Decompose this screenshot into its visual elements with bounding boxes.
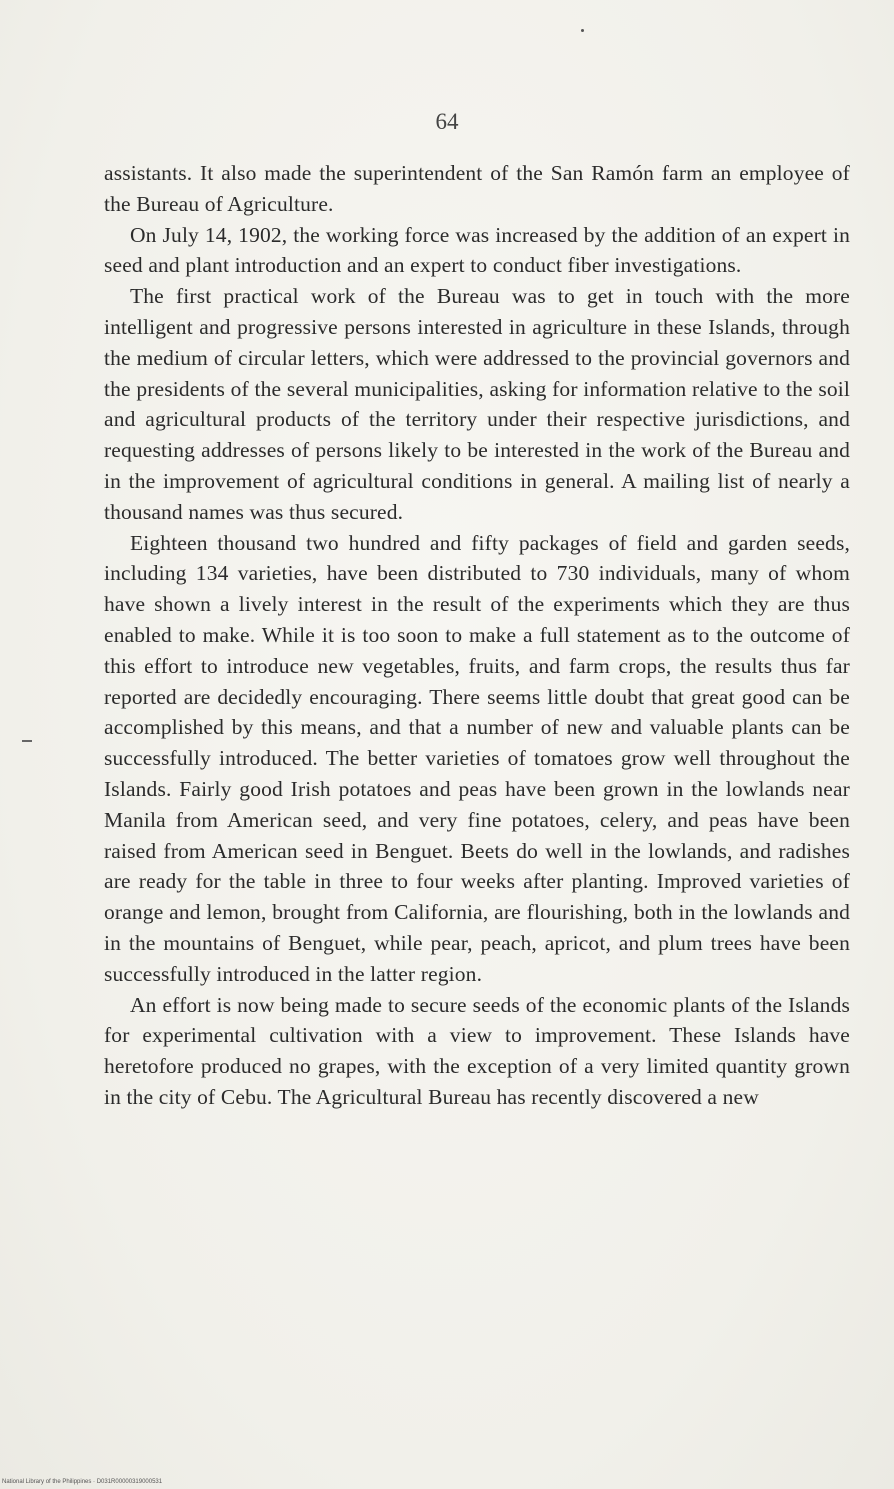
- paragraph-5: An effort is now being made to secure seeds of the economic plants of the Islands for experimental cultivation with a view to improvement. These Islands have heretofore produced no grapes, with the exception of a very limited quantity grown in the city of Cebu. The Agricultural Bureau has recently discovered a new: [104, 992, 850, 1109]
- paragraph-1: assistants. It also made the superintendent of the San Ramón farm an employee of the Bureau of Agriculture.: [104, 161, 850, 216]
- paragraph-3: The first practical work of the Bureau was to get in touch with the more intelligent and progressive persons interested in agriculture in these Islands, through the medium of circular letters, which were addressed to the provincial governors and the presidents of the several municipalities, asking for information relative to the soil and agricultural products of the territory under their respective jurisdictions, and requesting addresses of persons likely to be interested in the work of the Bureau and in the improvement of agricultural conditions in general. A mailing list of nearly a thousand names was thus secured.: [104, 284, 850, 524]
- paragraph-4: Eighteen thousand two hundred and fifty packages of field and garden seeds, including 134 varieties, have been distributed to 730 individuals, many of whom have shown a lively interest in the result of the experiments which they are thus enabled to make. While it is too soon to make a full statement as to the outcome of this effort to introduce new vegetables, fruits, and farm crops, the results thus far reported are decidedly encouraging. There seems little doubt that great good can be accomplished by this means, and that a number of new and valuable plants can be successfully introduced. The better varieties of tomatoes grow well throughout the Islands. Fairly good Irish potatoes and peas have been grown in the lowlands near Manila from American seed, and very fine potatoes, celery, and peas have been raised from American seed in Benguet. Beets do well in the lowlands, and radishes are ready for the table in three to four weeks after planting. Improved varieties of orange and lemon, brought from California, are flourishing, both in the lowlands and in the mountains of Benguet, while pear, peach, apricot, and plum trees have been successfully introduced in the latter region.: [104, 530, 850, 986]
- body-text: [104, 158, 850, 1113]
- scan-speck: [581, 29, 584, 32]
- page-number: 64: [435, 109, 459, 134]
- scan-credit: National Library of the Philippines · D031R00000319000531: [2, 1479, 163, 1485]
- paragraph-2: On July 14, 1902, the working force was increased by the addition of an expert in seed and plant introduction and an expert to conduct fiber investigations.: [104, 222, 850, 278]
- margin-mark: [22, 740, 32, 742]
